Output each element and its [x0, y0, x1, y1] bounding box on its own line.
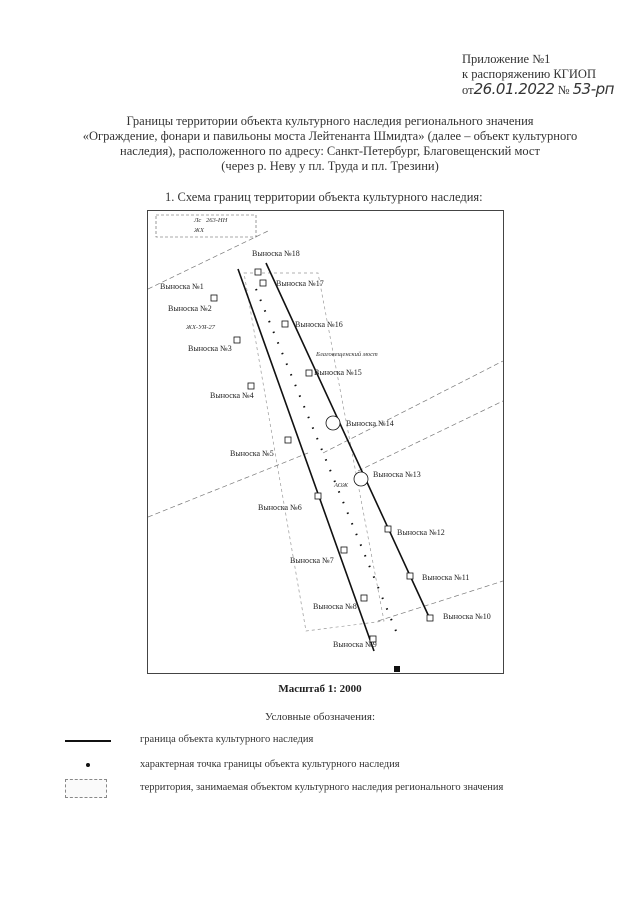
callout-15: Выноска №15 — [314, 368, 362, 377]
legend-title: Условные обозначения: — [264, 711, 376, 723]
boundary-map — [147, 210, 504, 674]
legend-item-territory — [60, 779, 620, 799]
marker-14 — [326, 416, 340, 430]
marker-17 — [260, 280, 266, 286]
marker-6 — [315, 493, 321, 499]
dot-symbol — [65, 756, 115, 776]
marker-13 — [354, 472, 368, 486]
appendix-header — [462, 52, 632, 98]
small-map-label: ЖХ-УЯ-27 — [186, 324, 216, 331]
marker-11 — [407, 573, 413, 579]
number-prefix: № — [557, 83, 570, 97]
marker-8 — [361, 595, 367, 601]
legend-text-point: характерная точка границы объекта культурного наследия — [140, 759, 400, 770]
callout-10: Выноска №10 — [443, 612, 491, 621]
date-prefix: от — [462, 83, 474, 97]
title-line-4: (через р. Неву у пл. Труда и пл. Трезини) — [221, 159, 439, 173]
callout-6: Выноска №6 — [258, 503, 302, 512]
callout-18: Выноска №18 — [252, 249, 300, 258]
callout-5: Выноска №5 — [230, 449, 274, 458]
callout-12: Выноска №12 — [397, 528, 445, 537]
callout-3: Выноска №3 — [188, 344, 232, 353]
marker-3 — [234, 337, 240, 343]
solid-line-symbol — [65, 731, 115, 751]
legend-item-boundary — [60, 731, 620, 751]
top-label-3: ЖХ — [194, 227, 204, 234]
characteristic-points-line — [256, 289, 396, 631]
handwritten-date: 26.01.2022 — [473, 80, 555, 98]
title-line-1: Границы территории объекта культурного наследия регионального значения — [126, 114, 534, 128]
callout-16: Выноска №16 — [295, 320, 343, 329]
marker-10 — [427, 615, 433, 621]
callout-1: Выноска №1 — [160, 282, 204, 291]
marker-16 — [282, 321, 288, 327]
title-line-2: «Ограждение, фонари и павильоны моста Лейтенанта Шмидта» (далее – объект культурного — [82, 129, 578, 143]
callout-14: Выноска №14 — [346, 419, 394, 428]
marker-12 — [385, 526, 391, 532]
handwritten-number: 53-рп — [572, 80, 614, 98]
appendix-line3 — [462, 82, 632, 98]
callout-9: Выноска №9 — [333, 640, 377, 649]
callout-17: Выноска №17 — [276, 279, 324, 288]
marker-15 — [306, 370, 312, 376]
appendix-line1: Приложение №1 — [462, 52, 551, 66]
title-line-3: наследия), расположенного по адресу: Санкт-Петербург, Благовещенский мост — [120, 144, 540, 158]
callout-2: Выноска №2 — [168, 304, 212, 313]
document-title — [60, 114, 600, 174]
top-label-2: 263-НН — [206, 217, 228, 224]
callout-8: Выноска №8 — [313, 602, 357, 611]
legend-text-territory: территория, занимаемая объектом культурного наследия регионального значения — [140, 782, 504, 793]
legend-item-point — [60, 756, 620, 776]
bottom-marker — [394, 666, 400, 672]
map-scale: Масштаб 1: 2000 — [278, 683, 362, 695]
near-map-label: АОЖ — [334, 482, 349, 489]
dashed-rect-symbol — [65, 779, 115, 799]
map-drawing — [148, 211, 503, 673]
bg-dashed-line-5 — [358, 401, 503, 471]
section-heading: 1. Схема границ территории объекта культурного наследия: — [165, 190, 483, 204]
bridge-label: Благовещенский мост — [316, 351, 378, 358]
callout-11: Выноска №11 — [422, 573, 470, 582]
marker-5 — [285, 437, 291, 443]
bg-dashed-line-1 — [148, 231, 268, 289]
marker-18 — [255, 269, 261, 275]
legend-text-boundary: граница объекта культурного наследия — [140, 734, 314, 745]
marker-7 — [341, 547, 347, 553]
callout-4: Выноска №4 — [210, 391, 254, 400]
appendix-line2: к распоряжению КГИОП — [462, 67, 596, 81]
top-label-1: Лс — [194, 217, 202, 224]
callout-7: Выноска №7 — [290, 556, 334, 565]
marker-4 — [248, 383, 254, 389]
marker-2 — [211, 295, 217, 301]
callout-13: Выноска №13 — [373, 470, 421, 479]
